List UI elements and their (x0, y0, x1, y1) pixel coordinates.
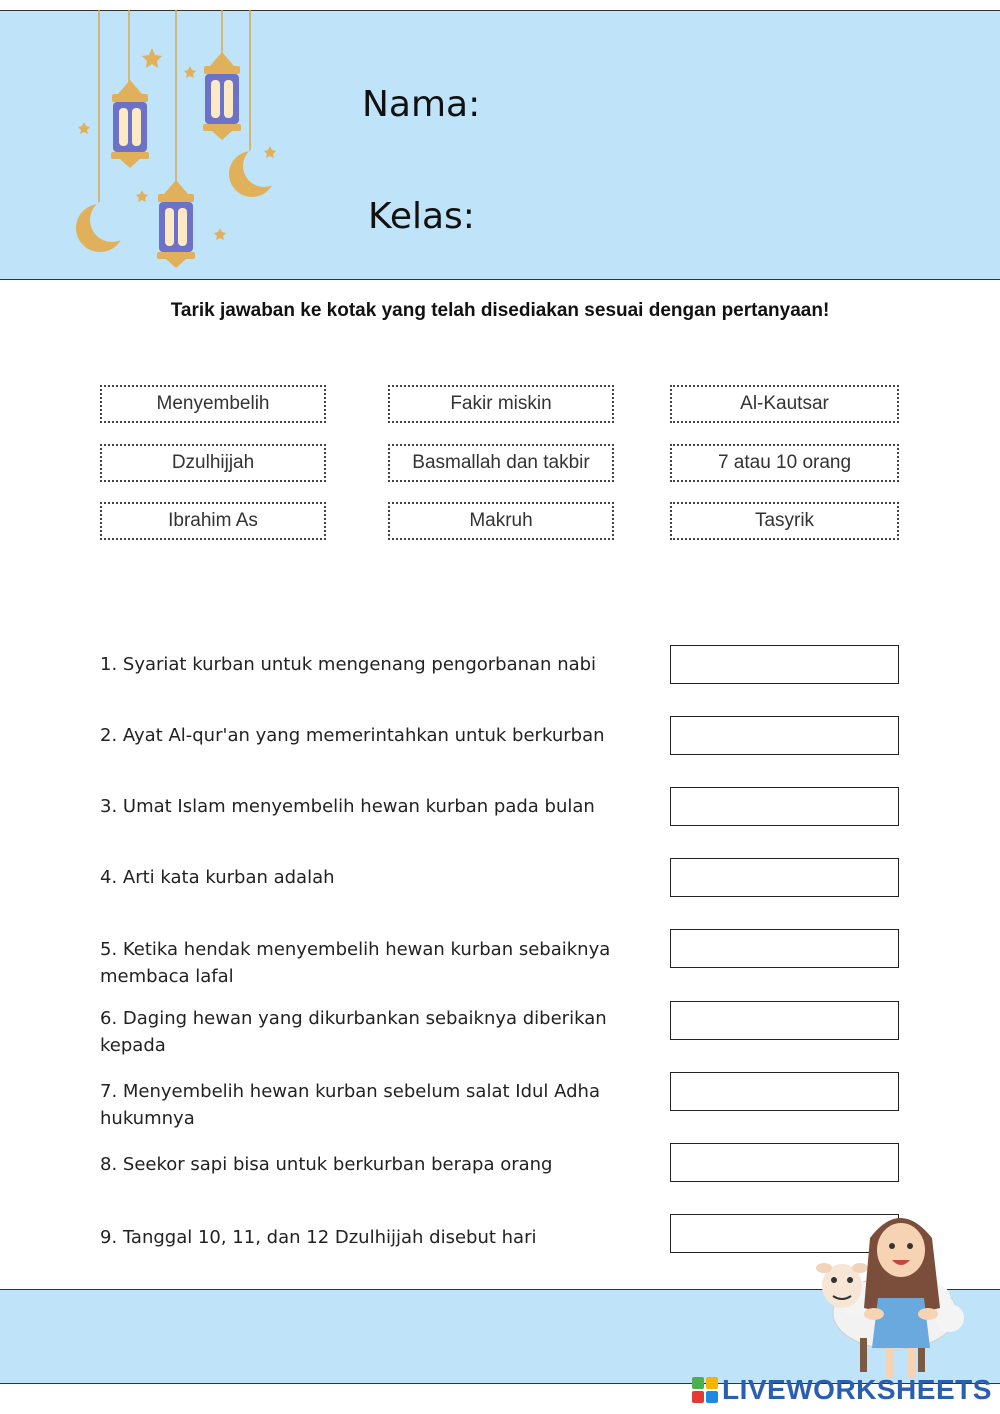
answer-drop-box-1[interactable] (670, 645, 899, 684)
question-7: 7. Menyembelih hewan kurban sebelum salat Idul Adha hukumnya (100, 1081, 600, 1129)
question-8: 8. Seekor sapi bisa untuk berkurban berapa orang (100, 1154, 553, 1175)
instruction-text: Tarik jawaban ke kotak yang telah disediakan sesuai dengan pertanyaan! (170, 300, 830, 321)
answer-drop-box-6[interactable] (670, 1001, 899, 1040)
lantern-icon (203, 52, 241, 140)
question-6: 6. Daging hewan yang dikurbankan sebaiknya diberikan kepada (100, 1008, 607, 1056)
question-5: 5. Ketika hendak menyembelih hewan kurban sebaiknya membaca lafal (100, 939, 611, 987)
question-1: 1. Syariat kurban untuk mengenang pengorbanan nabi (100, 654, 597, 675)
answer-drop-box-4[interactable] (670, 858, 899, 897)
girl-with-sheep-illustration-icon (800, 1198, 990, 1388)
answer-drop-box-8[interactable] (670, 1143, 899, 1182)
brand-name: LIVEWORKSHEETS (722, 1374, 992, 1405)
answer-drop-box-5[interactable] (670, 929, 899, 968)
answer-drop-box-3[interactable] (670, 787, 899, 826)
crescent-moon-icon (76, 198, 134, 252)
question-2: 2. Ayat Al-qur'an yang memerintahkan untuk berkurban (100, 725, 605, 746)
answer-choice-dzulhijjah[interactable]: Dzulhijjah (100, 444, 326, 482)
name-label: Nama: (362, 84, 481, 125)
answer-choice-tasyrik[interactable]: Tasyrik (670, 502, 899, 540)
question-4: 4. Arti kata kurban adalah (100, 867, 335, 888)
answer-drop-box-2[interactable] (670, 716, 899, 755)
answer-drop-box-7[interactable] (670, 1072, 899, 1111)
answer-choice-menyembelih[interactable]: Menyembelih (100, 385, 326, 423)
liveworksheets-logo-icon (692, 1377, 718, 1403)
answer-choice-fakir-miskin[interactable]: Fakir miskin (388, 385, 614, 423)
class-label: Kelas: (368, 196, 475, 237)
question-3: 3. Umat Islam menyembelih hewan kurban pada bulan (100, 796, 595, 817)
answer-choice-7-atau-10-orang[interactable]: 7 atau 10 orang (670, 444, 899, 482)
question-9: 9. Tanggal 10, 11, dan 12 Dzulhijjah disebut hari (100, 1227, 537, 1248)
lantern-icon (157, 180, 195, 268)
answer-choice-al-kautsar[interactable]: Al-Kautsar (670, 385, 899, 423)
answer-choice-makruh[interactable]: Makruh (388, 502, 614, 540)
answer-choice-basmallah-dan-takbir[interactable]: Basmallah dan takbir (388, 444, 614, 482)
liveworksheets-logo (692, 1374, 992, 1406)
answer-choice-ibrahim-as[interactable]: Ibrahim As (100, 502, 326, 540)
ramadan-lantern-decoration-icon (0, 10, 300, 278)
lantern-icon (111, 80, 149, 168)
crescent-moon-icon (229, 145, 285, 197)
